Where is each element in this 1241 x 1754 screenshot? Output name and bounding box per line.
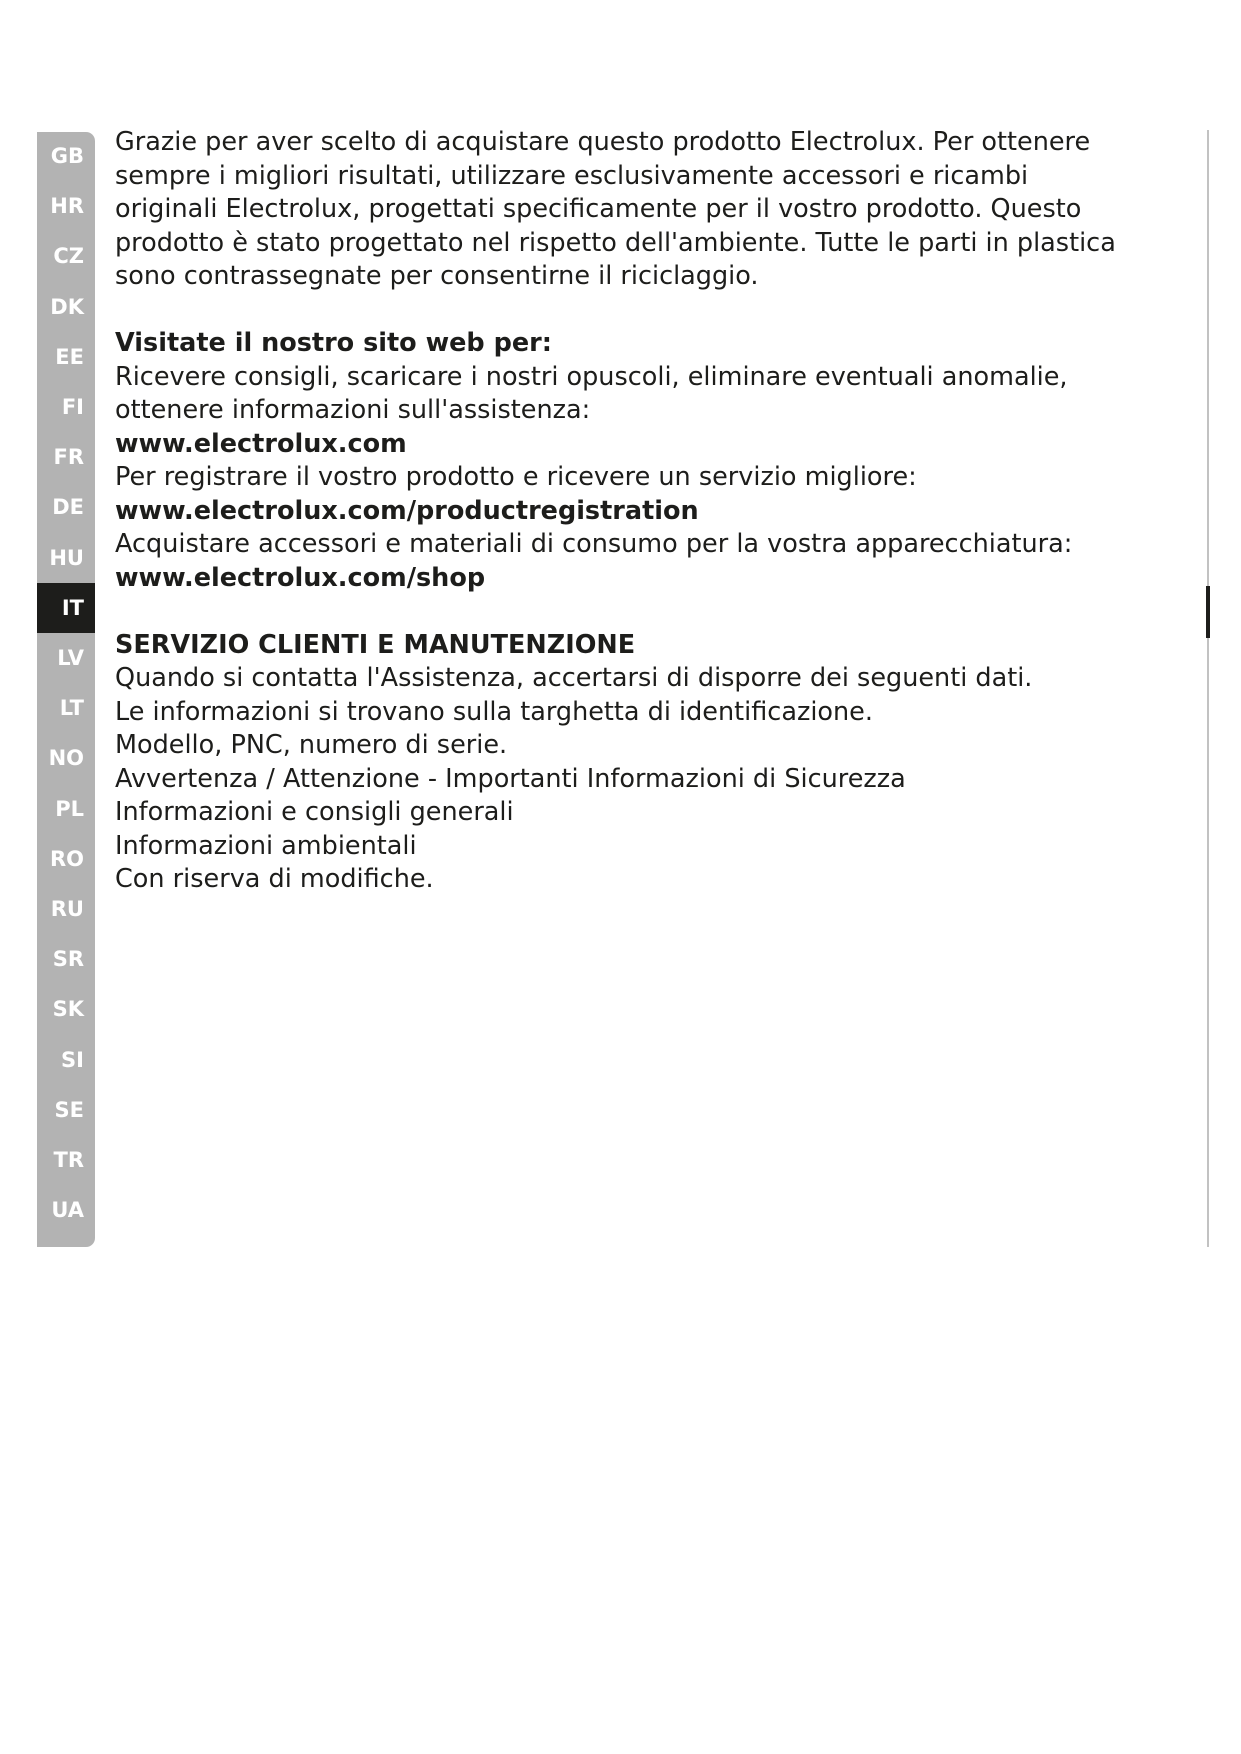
- intro-line: prodotto è stato progettato nel rispetto dell'ambiente. Tutte le parti in plastica: [115, 227, 1116, 258]
- language-tab-no[interactable]: NO: [48, 746, 84, 770]
- registration-text: Per registrare il vostro prodotto e ricevere un servizio migliore:: [115, 462, 917, 492]
- service-line: Informazioni ambientali: [115, 830, 417, 861]
- support-link[interactable]: www.electrolux.com: [115, 428, 407, 459]
- website-heading: Visitate il nostro sito web per:: [115, 328, 552, 358]
- language-tab-ru[interactable]: RU: [50, 897, 84, 921]
- language-tab-it[interactable]: IT: [61, 596, 84, 620]
- spacer: [115, 294, 1200, 328]
- service-line: Quando si contatta l'Assistenza, accertarsi di disporre dei seguenti dati.: [115, 663, 1033, 693]
- language-tab-fr[interactable]: FR: [53, 445, 84, 469]
- language-tab-tr[interactable]: TR: [53, 1148, 84, 1172]
- service-line: Avvertenza / Attenzione - Importanti Informazioni di Sicurezza: [115, 763, 906, 794]
- intro-line: sono contrassegnate per consentirne il riciclaggio.: [115, 261, 759, 291]
- intro-line: originali Electrolux, progettati specificamente per il vostro prodotto. Questo: [115, 194, 1082, 224]
- main-content: [115, 126, 1200, 897]
- service-line: Informazioni e consigli generali: [115, 797, 514, 827]
- support-text: Ricevere consigli, scaricare i nostri opuscoli, eliminare eventuali anomalie,: [115, 361, 1068, 392]
- intro-paragraph: [115, 126, 1200, 294]
- spacer: [115, 595, 1200, 629]
- service-line: Le informazioni si trovano sulla targhetta di identificazione.: [115, 696, 873, 727]
- page-edge-marker: [1206, 586, 1210, 638]
- language-tab-ua[interactable]: UA: [51, 1198, 84, 1222]
- intro-line: sempre i migliori risultati, utilizzare esclusivamente accessori e ricambi: [115, 160, 1029, 191]
- support-text: ottenere informazioni sull'assistenza:: [115, 395, 591, 425]
- language-tab-se[interactable]: SE: [54, 1098, 84, 1122]
- language-tab-sk[interactable]: SK: [52, 997, 84, 1021]
- language-tab-gb[interactable]: GB: [50, 144, 84, 168]
- language-tab-ro[interactable]: RO: [49, 847, 84, 871]
- registration-link[interactable]: www.electrolux.com/productregistration: [115, 495, 699, 526]
- language-tab-cz[interactable]: CZ: [53, 244, 84, 268]
- language-tab-sr[interactable]: SR: [52, 947, 84, 971]
- language-tab-dk[interactable]: DK: [50, 295, 84, 319]
- language-tab-hr[interactable]: HR: [50, 194, 84, 218]
- language-tab-ee[interactable]: EE: [55, 345, 84, 369]
- language-tab-fi[interactable]: FI: [61, 395, 84, 419]
- language-tab-lt[interactable]: LT: [59, 696, 84, 720]
- language-tab-hu[interactable]: HU: [49, 546, 84, 570]
- service-line: Modello, PNC, numero di serie.: [115, 730, 508, 760]
- language-tab-pl[interactable]: PL: [55, 797, 84, 821]
- language-tab-si[interactable]: SI: [61, 1048, 84, 1072]
- language-tab-de[interactable]: DE: [52, 495, 84, 519]
- language-tab-lv[interactable]: LV: [57, 646, 84, 670]
- service-line: Con riserva di modifiche.: [115, 864, 434, 894]
- page-edge-rule: [1207, 130, 1209, 1247]
- service-section: [115, 629, 1200, 897]
- intro-line: Grazie per aver scelto di acquistare questo prodotto Electrolux. Per ottenere: [115, 127, 1091, 157]
- website-section: [115, 327, 1200, 595]
- service-heading: SERVIZIO CLIENTI E MANUTENZIONE: [115, 629, 636, 660]
- shop-link[interactable]: www.electrolux.com/shop: [115, 562, 486, 593]
- shop-text: Acquistare accessori e materiali di consumo per la vostra apparecchiatura:: [115, 529, 1073, 559]
